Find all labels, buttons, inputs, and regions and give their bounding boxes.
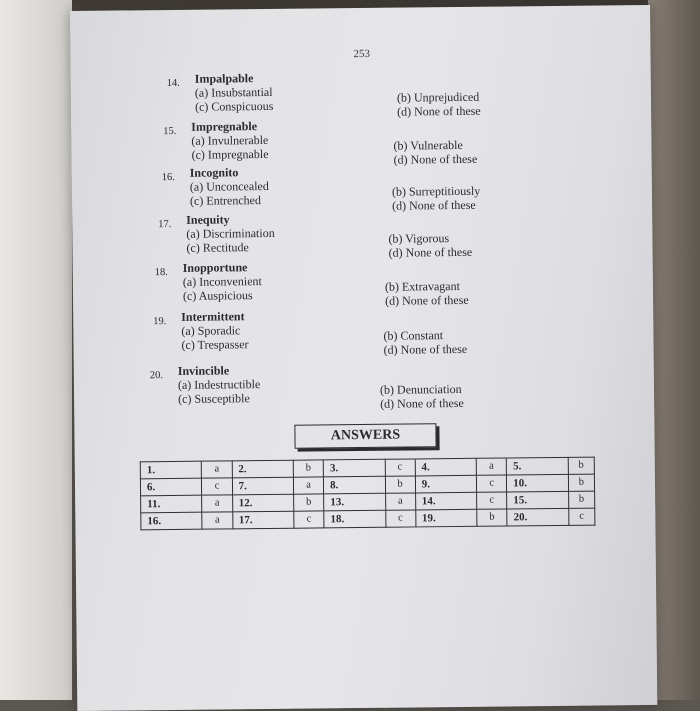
answer-number: 16.	[141, 512, 203, 530]
option-a: (a) Indestructible	[177, 377, 261, 392]
option-d: (d) None of these	[384, 292, 469, 308]
book-page	[70, 5, 657, 711]
answer-number: 17.	[232, 511, 294, 529]
option-c: (c) Trespasser	[181, 337, 249, 352]
answer-letter: a	[293, 477, 323, 494]
answer-letter: a	[202, 461, 232, 478]
option-a: (a) Invulnerable	[191, 132, 269, 148]
answer-number: 15.	[507, 491, 569, 509]
background-left	[0, 0, 72, 700]
answers-row	[141, 508, 595, 530]
answer-number: 14.	[415, 492, 477, 510]
option-c: (c) Impregnable	[191, 146, 269, 162]
option-c: (c) Susceptible	[178, 391, 250, 406]
answer-letter: b	[293, 460, 323, 477]
question-number: 19.	[153, 316, 167, 328]
answer-letter: b	[568, 474, 594, 491]
question-number: 20.	[149, 370, 164, 382]
answer-number: 3.	[323, 459, 385, 477]
answer-letter: c	[385, 510, 415, 527]
page-number: 253	[353, 47, 371, 61]
answer-number: 10.	[507, 474, 569, 492]
option-a: (a) Unconcealed	[189, 178, 269, 194]
answer-letter: b	[294, 494, 324, 511]
answer-letter: c	[385, 459, 415, 476]
question-word: Inopportune	[182, 260, 248, 275]
answer-number: 7.	[232, 477, 294, 495]
option-b: (b) Constant	[383, 328, 444, 343]
option-c: (c) Entrenched	[189, 193, 262, 208]
question-number: 16.	[161, 171, 175, 184]
answer-number: 6.	[140, 478, 202, 496]
answer-letter: c	[568, 508, 594, 525]
answers-heading: ANSWERS	[294, 423, 436, 448]
option-c: (c) Auspicious	[182, 288, 253, 303]
question-word: Incognito	[189, 165, 239, 180]
option-a: (a) Sporadic	[181, 323, 241, 338]
answer-number: 18.	[324, 510, 386, 528]
answer-letter: c	[477, 475, 507, 492]
answer-letter: c	[477, 492, 507, 509]
answer-letter: c	[202, 478, 232, 495]
option-d: (d) None of these	[380, 395, 464, 411]
option-b: (b) Surreptitiously	[391, 183, 481, 199]
question-number: 18.	[154, 267, 168, 279]
answer-number: 12.	[232, 494, 294, 512]
answer-letter: a	[385, 493, 415, 510]
option-a: (a) Inconvenient	[182, 274, 262, 289]
answer-letter: a	[202, 512, 232, 529]
answer-number: 11.	[141, 495, 203, 513]
answer-letter: a	[202, 495, 232, 512]
option-a: (a) Insubstantial	[194, 84, 273, 100]
answer-letter: a	[476, 458, 506, 475]
answer-number: 1.	[140, 461, 202, 479]
question-word: Inequity	[186, 212, 230, 227]
option-b: (b) Denunciation	[379, 381, 462, 397]
answer-number: 13.	[324, 493, 386, 511]
question-number: 15.	[163, 125, 177, 138]
question-number: 17.	[158, 218, 172, 231]
answer-letter: b	[568, 457, 594, 474]
option-c: (c) Rectitude	[186, 240, 249, 255]
answers-table	[140, 457, 596, 531]
option-d: (d) None of these	[391, 197, 476, 213]
option-b: (b) Vigorous	[388, 231, 450, 246]
question-number: 14.	[166, 77, 180, 90]
option-d: (d) None of these	[388, 244, 473, 260]
answer-letter: b	[477, 509, 507, 526]
answer-letter: b	[568, 491, 594, 508]
answer-letter: c	[294, 511, 324, 528]
answer-number: 20.	[507, 508, 569, 526]
option-a: (a) Discrimination	[186, 225, 275, 241]
answer-number: 2.	[232, 460, 294, 478]
option-d: (d) None of these	[397, 103, 481, 119]
option-b: (b) Vulnerable	[393, 137, 463, 153]
answer-number: 19.	[415, 509, 477, 527]
option-c: (c) Conspicuous	[194, 98, 274, 114]
question-word: Impalpable	[194, 71, 254, 86]
question-word: Intermittent	[181, 309, 245, 324]
answer-number: 8.	[324, 476, 386, 494]
option-d: (d) None of these	[393, 151, 478, 167]
question-word: Invincible	[177, 363, 230, 378]
answer-letter: b	[385, 476, 415, 493]
option-b: (b) Unprejudiced	[396, 89, 480, 105]
option-b: (b) Extravagant	[384, 278, 460, 294]
option-d: (d) None of these	[383, 341, 468, 357]
answer-number: 5.	[506, 457, 568, 475]
answer-number: 4.	[415, 458, 477, 476]
question-word: Impregnable	[191, 119, 258, 134]
answer-number: 9.	[415, 475, 477, 493]
